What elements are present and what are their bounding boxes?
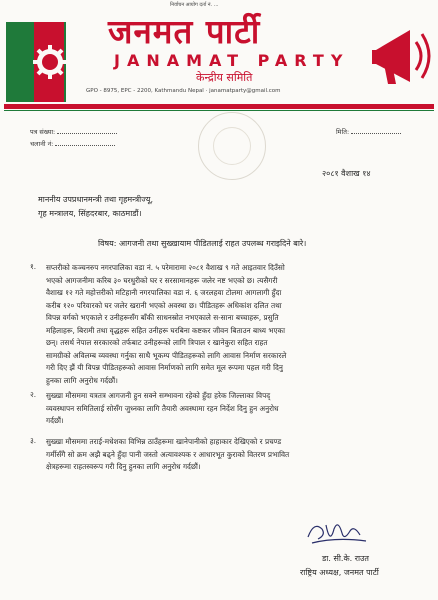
paragraph-line: विपन्न वर्गको भएकाले र उनीहरूसँग बाँकी साधनस्रोत नभएकाले स-साना बच्चाहरू, प्रसुति (46, 313, 279, 322)
paragraph-line: छन्। तसर्थ नेपाल सरकारको तर्फबाट उनीहरूको लागि त्रिपाल र खानेकुरा सहित राहत (46, 338, 268, 347)
paragraph-line: महिलाहरू, बिरामी तथा वृद्धहरू सहित उनीहरू घरबिना कष्टकर जीवन बिताउन बाध्य भएका (46, 325, 286, 335)
dispatch-number-field: चलानी नं: (30, 138, 115, 148)
signatory-title: राष्ट्रिय अध्यक्ष, जनमत पार्टी (300, 568, 379, 577)
paragraph-line: सुख्खा मौसममा यत्रतत्र आगजनी हुन सक्ने सम्भावना रहेको हुँदा हरेक जिल्लाका विपद् (46, 391, 271, 400)
paragraph-line: व्यवस्थापन समितिलाई सोसँग जुध्नका लागि तैयारी अवस्थामा रहन निर्देश दिनु हुन अनुरोध (46, 403, 279, 413)
paragraph-line: करीब १२० परिवारको घर जलेर खरानी भएको अवस्था छ। पीडितहरू अधिकांश दलित तथा (46, 300, 282, 310)
paragraph-number: १. (30, 262, 37, 271)
paragraph-3 (46, 436, 420, 474)
recipient-line-1: माननीय उपप्रधानमन्त्री तथा गृहमन्त्रीज्यू, (38, 195, 153, 204)
paragraph-line: गर्दछौं। (46, 416, 64, 425)
committee-name: केन्द्रीय समिति (196, 71, 253, 84)
office-seal (198, 112, 266, 180)
paragraph-line: गर्मीसँगै सो क्रम अझै बढ्ने हुँदा पानी जस्तो अत्यावश्यक र आधारभूत कुराको वितरण प्रभावित (46, 449, 290, 459)
party-flag-icon (6, 22, 92, 102)
paragraph-line: क्षेत्रहरूमा राहतस्वरूप गरी दिनु हुनका लागि अनुरोध गर्दछौं। (46, 462, 201, 471)
paragraph-line: भएको आगजनीमा करिब ३० घरधुरीको घर र सरसामानहरू जलेर नष्ट भएको छ। त्यसैगरी (46, 275, 278, 285)
letter-date: २०८१ वैशाख १४ (322, 169, 371, 178)
registration-line: निर्वाचन आयोग दर्ता नं. ... (170, 2, 219, 8)
subject-line: विषय: आगजनी तथा सुख्खायाम पीडितलाई राहत उपलब्ध गराइदिने बारे। (98, 239, 307, 248)
header-green-rule (4, 110, 434, 111)
header-red-rule (4, 104, 434, 109)
paragraph-line: सप्तरीको कञ्चनरुप नगरपालिका वडा नं. ५ परेमारामा २०८१ वैशाख ९ गते आइतवार दिउँसो (46, 263, 285, 272)
letter-number-field: पत्र संख्या: (30, 126, 117, 136)
paragraph-line: गरी दिए झैं यी विपन्न पीडितहरूको आवास निर्माणको लागि समेत मूल रूपमा पहल गरी दिनु (46, 363, 283, 372)
party-name-nepali: जनमत पार्टी (108, 12, 261, 51)
paragraph-line: सामग्रीको अविलम्ब व्यवस्था गर्नुका साथै भूकम्प पीडितहरूको लागि आवास निर्माण सरकारले (46, 350, 287, 360)
contact-line: GPO - 8975, EPC - 2200, Kathmandu Nepal · janamatparty@gmail.com (86, 88, 281, 94)
paragraph-line: हुनका लागि अनुरोध गर्दछौं। (46, 375, 118, 385)
paragraph-line: वैशाख १२ गते महोत्तरीको मटिहानी नगरपालिका वडा नं. ६ जरलहवा टोलमा आगलागी हुँदा (46, 288, 282, 297)
paragraph-1 (46, 262, 420, 387)
paragraph-number: ३. (30, 436, 37, 445)
handwritten-signature-icon (300, 515, 372, 551)
party-name-english: JANAMAT PARTY (114, 51, 350, 70)
megaphone-icon (370, 20, 434, 100)
paragraph-number: २. (30, 390, 37, 399)
recipient-line-2: गृह मन्त्रालय, सिंहदरबार, काठमाडौं। (38, 209, 142, 218)
paragraph-line: सुख्खा मौसममा तराई-मधेशका विभिन्न ठाउँहरूमा खानेपानीको हाहाकार देखिएको र प्रचण्ड (46, 437, 282, 446)
date-field: मिति: (336, 126, 401, 136)
paragraph-2 (46, 390, 420, 428)
signatory-name: डा. सी.के. राउत (322, 554, 369, 563)
